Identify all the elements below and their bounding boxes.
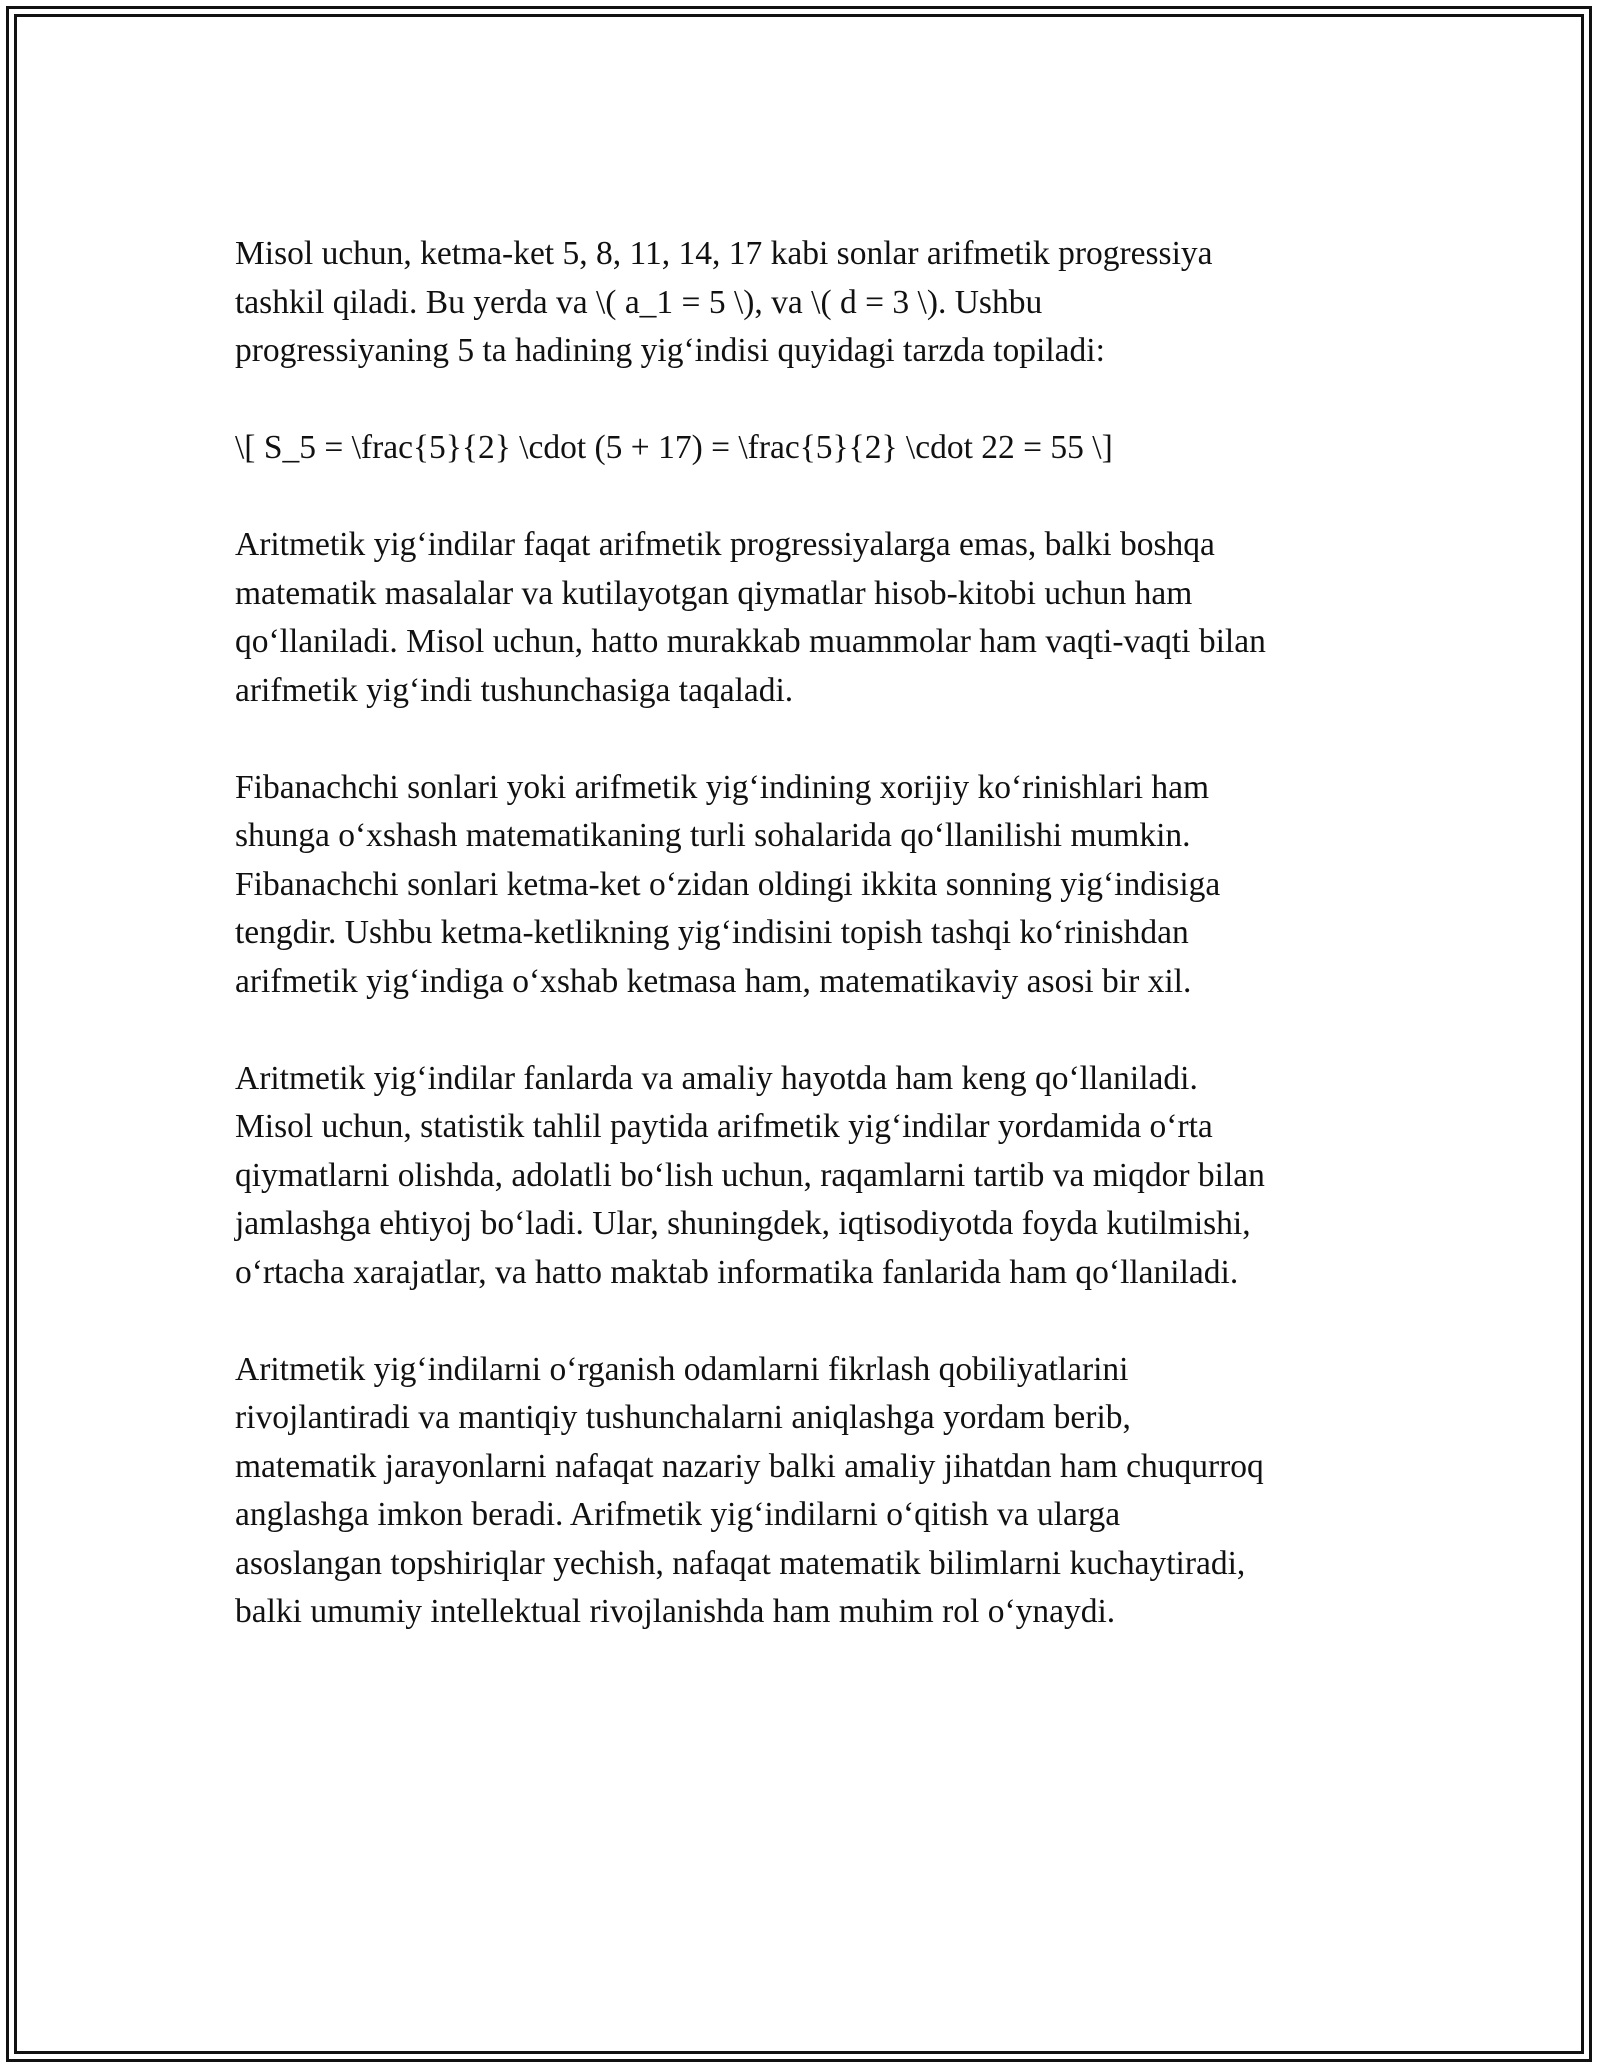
paragraph-applications: Aritmetik yig‘indilar faqat arifmetik progressiyalarga emas, balki boshqa matematik masalalar va kutilayotgan qiymatlar hisob-kitobi uchun ham qo‘llaniladi. Misol uchun, hatto murakkab muammolar ham vaqti-vaqti bilan arifmetik yig‘indi tushunchasiga taqaladi. bbox=[235, 526, 1266, 709]
paragraph-gap bbox=[235, 376, 1375, 425]
paragraph-gap bbox=[235, 1006, 1375, 1055]
paragraph-gap bbox=[235, 1297, 1375, 1346]
paragraph-fibonacci: Fibanachchi sonlari yoki arifmetik yig‘indining xorijiy ko‘rinishlari ham shunga o‘xshash matematikaning turli sohalarida qo‘llanilishi mumkin. Fibanachchi sonlari ketma-ket o‘zidan oldingi ikkita sonning yig‘indisiga tengdir. Ushbu ketma-ketlikning yig‘indisini topish tashqi ko‘rinishdan arifmetik yig‘indiga o‘xshab ketmasa ham, matematikaviy asosi bir xil. bbox=[235, 768, 1221, 1000]
paragraph-gap bbox=[235, 715, 1375, 764]
paragraph-gap bbox=[235, 473, 1375, 522]
formula-sum: \[ S_5 = \frac{5}{2} \cdot (5 + 17) = \frac{5}{2} \cdot 22 = 55 \] bbox=[235, 429, 1113, 466]
paragraph-progression-example: Misol uchun, ketma-ket 5, 8, 11, 14, 17 kabi sonlar arifmetik progressiya tashkil qiladi. Bu yerda va \( a_1 = 5 \), va \( d = 3 \). Ushbu progressiyaning 5 ta hadining yig‘indisi quyidagi tarzda topiladi: bbox=[235, 235, 1213, 369]
paragraph-practical-use: Aritmetik yig‘indilar fanlarda va amaliy hayotda ham keng qo‘llaniladi. Misol uchun, statistik tahlil paytida arifmetik yig‘indilar yordamida o‘rta qiymatlarni olishda, adolatli bo‘lish uchun, raqamlarni tartib va miqdor bilan jamlashga ehtiyoj bo‘ladi. Ular, shuningdek, iqtisodiyotda foyda kutilmishi, o‘rtacha xarajatlar, va hatto maktab informatika fanlarida ham qo‘llaniladi. bbox=[235, 1059, 1265, 1291]
document-body bbox=[235, 230, 1375, 1637]
paragraph-learning-benefits: Aritmetik yig‘indilarni o‘rganish odamlarni fikrlash qobiliyatlarini rivojlantiradi va mantiqiy tushunchalarni aniqlashga yordam berib, matematik jarayonlarni nafaqat nazariy balki amaliy jihatdan ham chuqurroq anglashga imkon beradi. Arifmetik yig‘indilarni o‘qitish va ularga asoslangan topshiriqlar yechish, nafaqat matematik bilimlarni kuchaytiradi, balki umumiy intellektual rivojlanishda ham muhim rol o‘ynaydi. bbox=[235, 1350, 1264, 1630]
